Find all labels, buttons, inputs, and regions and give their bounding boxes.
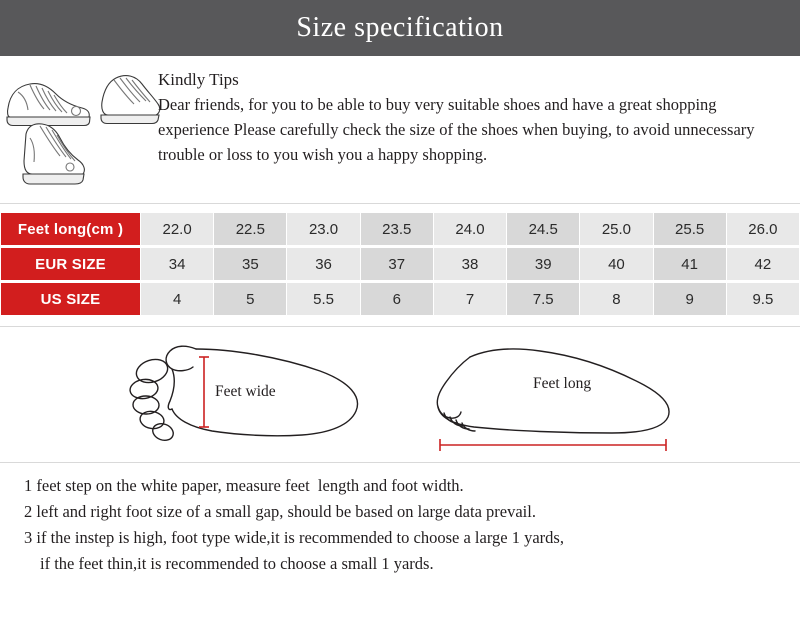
cell-feetlong-5: 24.5 bbox=[507, 213, 579, 245]
note-line-3: 3 if the instep is high, foot type wide,it is recommended to choose a large 1 yards, bbox=[24, 528, 564, 547]
cell-feetlong-7: 25.5 bbox=[654, 213, 726, 245]
cell-feetlong-0: 22.0 bbox=[141, 213, 213, 245]
feet-wide-label: Feet wide bbox=[215, 383, 276, 400]
tips-body: Dear friends, for you to be able to buy very suitable shoes and have a great shopping experience Please carefully check the size of the shoes when buying, to avoid unnecessary trouble or loss to you wish you a happy shopping. bbox=[158, 95, 755, 164]
cell-feetlong-3: 23.5 bbox=[361, 213, 433, 245]
cell-feetlong-8: 26.0 bbox=[727, 213, 799, 245]
row-label-eur-size: EUR SIZE bbox=[1, 248, 140, 280]
note-line-1: 1 feet step on the white paper, measure feet length and foot width. bbox=[24, 476, 464, 495]
cell-us-2: 5.5 bbox=[287, 283, 359, 315]
tips-heading: Kindly Tips bbox=[158, 70, 239, 89]
page-header bbox=[0, 0, 800, 56]
cell-eur-1: 35 bbox=[214, 248, 286, 280]
cell-us-4: 7 bbox=[434, 283, 506, 315]
cell-feetlong-2: 23.0 bbox=[287, 213, 359, 245]
cell-eur-7: 41 bbox=[654, 248, 726, 280]
cell-us-0: 4 bbox=[141, 283, 213, 315]
cell-eur-4: 38 bbox=[434, 248, 506, 280]
table-row bbox=[1, 283, 799, 315]
cell-us-6: 8 bbox=[580, 283, 652, 315]
page-title: Size specification bbox=[296, 12, 504, 43]
table-row bbox=[1, 213, 799, 245]
row-label-us-size: US SIZE bbox=[1, 283, 140, 315]
cell-us-1: 5 bbox=[214, 283, 286, 315]
kindly-tips-section bbox=[0, 56, 800, 204]
row-label-feet-long: Feet long(cm ) bbox=[1, 213, 140, 245]
foot-measurement-diagram bbox=[0, 327, 800, 463]
tips-text-block bbox=[158, 64, 800, 197]
measurement-notes bbox=[0, 463, 800, 577]
cell-eur-2: 36 bbox=[287, 248, 359, 280]
cell-us-3: 6 bbox=[361, 283, 433, 315]
note-line-2: 2 left and right foot size of a small gap, should be based on large data prevail. bbox=[24, 502, 536, 521]
note-line-4: if the feet thin,it is recommended to choose a small 1 yards. bbox=[40, 554, 434, 573]
cell-us-7: 9 bbox=[654, 283, 726, 315]
cell-us-5: 7.5 bbox=[507, 283, 579, 315]
cell-eur-0: 34 bbox=[141, 248, 213, 280]
sneakers-illustration bbox=[0, 64, 158, 197]
size-table bbox=[0, 210, 800, 318]
cell-eur-5: 39 bbox=[507, 248, 579, 280]
cell-eur-3: 37 bbox=[361, 248, 433, 280]
table-row bbox=[1, 248, 799, 280]
cell-feetlong-6: 25.0 bbox=[580, 213, 652, 245]
cell-feetlong-1: 22.5 bbox=[214, 213, 286, 245]
cell-eur-6: 40 bbox=[580, 248, 652, 280]
cell-us-8: 9.5 bbox=[727, 283, 799, 315]
cell-eur-8: 42 bbox=[727, 248, 799, 280]
cell-feetlong-4: 24.0 bbox=[434, 213, 506, 245]
feet-long-label: Feet long bbox=[533, 375, 592, 392]
size-table-section bbox=[0, 204, 800, 327]
